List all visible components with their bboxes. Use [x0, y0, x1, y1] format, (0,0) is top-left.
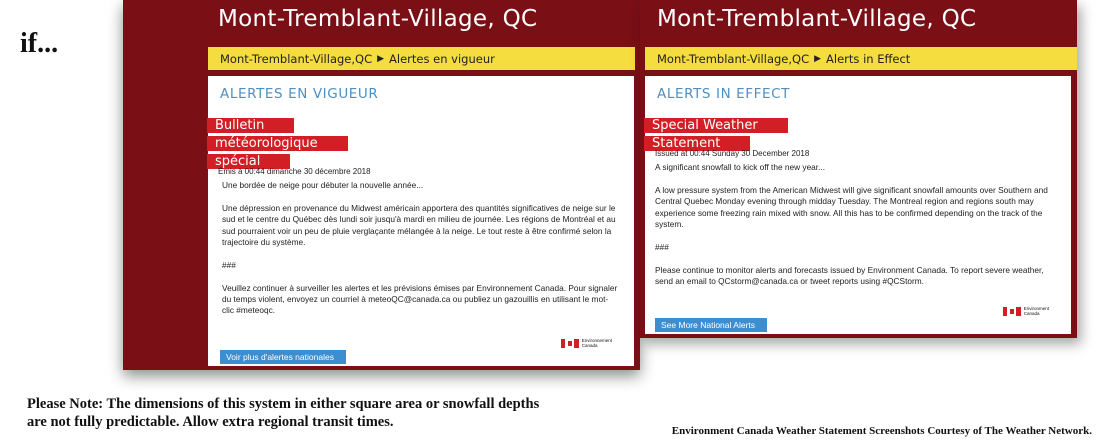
section-heading: ALERTS IN EFFECT	[657, 86, 791, 102]
breadcrumb-location-link[interactable]: Mont-Tremblant-Village,QC	[657, 51, 810, 66]
body-paragraph: A low pressure system from the American Midwest will give significant snowfall amounts over Southern and Central Quebec Monday evening through midday Tuesday. The Montreal region and regions south may experience some freezing rain mixed with snow. All this has to be confirmed depending on the track of the system.	[655, 184, 1048, 230]
triangle-right-icon: ▶	[814, 53, 822, 64]
section-heading: ALERTES EN VIGUEUR	[220, 86, 379, 102]
location-title: Mont-Tremblant-Village, QC	[657, 6, 977, 32]
more-alerts-button[interactable]: See More National Alerts	[655, 318, 767, 332]
breadcrumb-location-link[interactable]: Mont-Tremblant-Village,QC	[220, 51, 373, 66]
disclaimer-line2: are not fully predictable. Allow extra regional transit times.	[27, 414, 394, 430]
body-paragraph: A significant snowfall to kick off the new year...	[655, 162, 826, 172]
body-paragraph: ###	[222, 259, 236, 270]
alert-card	[645, 76, 1071, 334]
disclaimer-note	[27, 395, 539, 431]
statement-title-line1: Bulletin météorologique	[207, 118, 348, 151]
canada-flag-icon	[561, 339, 579, 348]
issued-timestamp: Issued at 00:44 Sunday 30 December 2018	[655, 149, 810, 158]
more-alerts-button[interactable]: Voir plus d'alertes nationales	[220, 350, 346, 364]
logo-text-line2: Canada	[1023, 311, 1040, 316]
disclaimer-line1: Please Note: The dimensions of this system in either square area or snowfall depths	[27, 396, 540, 412]
logo-text-line1: Environnement	[581, 338, 612, 343]
location-title: Mont-Tremblant-Village, QC	[218, 6, 538, 32]
triangle-right-icon: ▶	[377, 53, 385, 64]
body-paragraph: ###	[655, 241, 669, 252]
side-label: if...	[20, 28, 59, 59]
alert-card	[208, 76, 634, 366]
alert-panel-french	[123, 0, 640, 370]
breadcrumb-current-page: Alerts in Effect	[826, 51, 911, 66]
body-paragraph: Please continue to monitor alerts and forecasts issued by Environment Canada. To report severe weather, send an email to QCstorm@canada.ca or tweet reports using #QCStorm.	[655, 264, 1044, 287]
breadcrumb	[208, 47, 635, 70]
breadcrumb-current-page: Alertes en vigueur	[389, 51, 495, 66]
body-paragraph: Une dépression en provenance du Midwest américain apportera des quantités significatives de neige sur le sud et le centre du Québec dès lundi soir jusqu'à mardi en milieu de journée. Les régions de Montréal et au sud pourraient voir un peu de pluie verglaçante mélangée à la neige. Le tout reste à être confirmé selon la trajectoire du système.	[222, 202, 616, 248]
environment-canada-logo	[561, 338, 612, 348]
canada-flag-icon	[1003, 307, 1021, 316]
body-paragraph: Veuillez continuer à surveiller les alertes et les prévisions émises par Environnement Canada. Pour signaler du temps violent, envoyez un courriel à meteoQC@canada.ca ou publiez un gazouillis en utilisant le mot-clic #meteoqc.	[222, 282, 618, 316]
statement-title-line1: Special Weather Statement	[644, 118, 788, 151]
screenshot-credit: Environment Canada Weather Statement Screenshots Courtesy of The Weather Network.	[671, 425, 1092, 437]
issued-timestamp: Émis à 00:44 dimanche 30 décembre 2018	[218, 167, 371, 176]
statement-body	[655, 162, 1059, 299]
logo-text-line1: Environment	[1023, 306, 1049, 311]
body-paragraph: Une bordée de neige pour débuter la nouvelle année...	[222, 180, 424, 190]
logo-text-line2: Canada	[581, 343, 598, 348]
breadcrumb	[645, 47, 1077, 70]
statement-title	[207, 117, 365, 171]
statement-body	[222, 180, 620, 328]
alert-panel-english	[640, 0, 1077, 338]
statement-title-line2: spécial	[207, 154, 290, 169]
environment-canada-logo	[1003, 306, 1049, 316]
statement-title	[644, 117, 834, 153]
